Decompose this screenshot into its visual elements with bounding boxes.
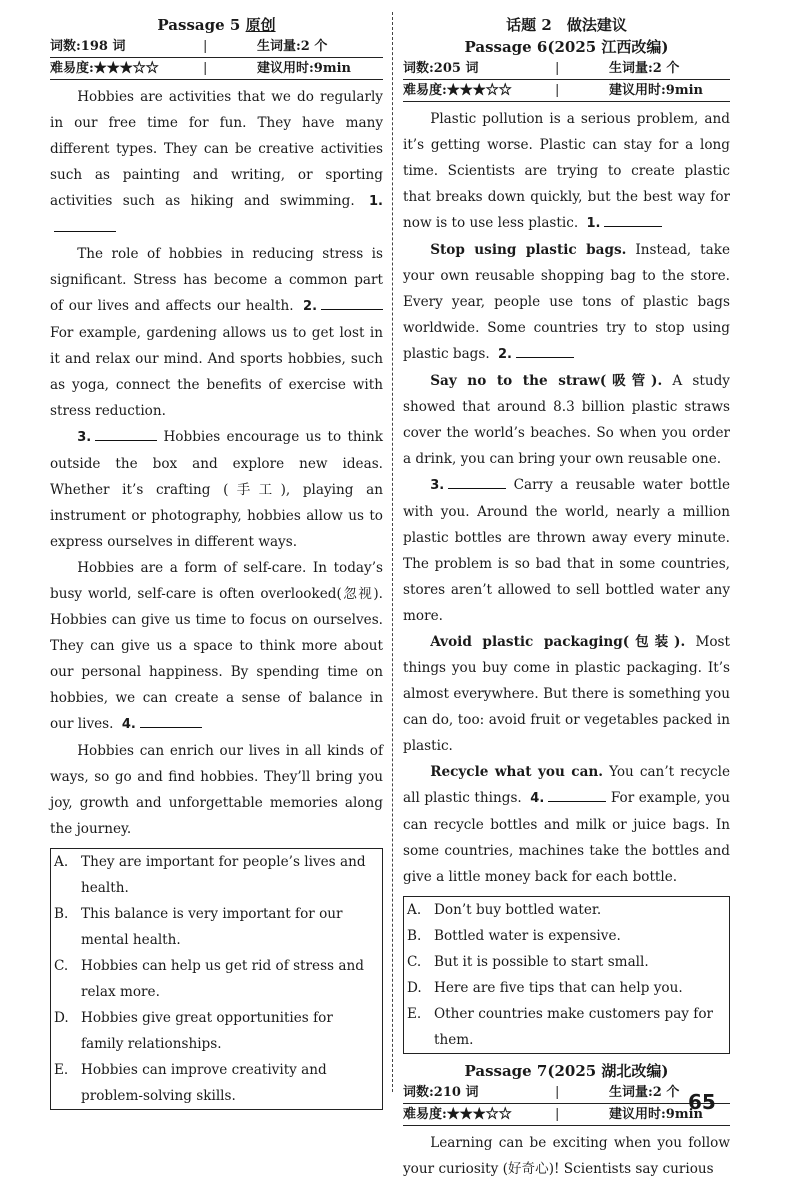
new-word-count: 生词量:2 个 bbox=[257, 39, 328, 54]
option-text: Hobbies can help us get rid of stress and relax more. bbox=[81, 958, 364, 1000]
option-text: But it is possible to start small. bbox=[434, 954, 649, 970]
blank-number: 1. bbox=[369, 194, 383, 209]
blank-number: 3. bbox=[77, 430, 92, 445]
blank-number: 1. bbox=[586, 216, 601, 231]
tip-heading: Stop using plastic bags. bbox=[430, 242, 627, 258]
passage-6-meta-row2 bbox=[403, 80, 730, 102]
paragraph-text: Learning can be exciting when you follow your curiosity (好奇心)! Scientists say curious bbox=[403, 1135, 730, 1177]
tip-heading-gloss: (包装). bbox=[622, 634, 686, 650]
answer-blank[interactable] bbox=[516, 343, 574, 358]
paragraph bbox=[403, 106, 730, 237]
difficulty-rating: 难易度:★★★☆☆ bbox=[50, 61, 159, 76]
paragraph bbox=[403, 472, 730, 629]
answer-blank[interactable] bbox=[604, 212, 662, 227]
options-box bbox=[50, 848, 383, 1110]
passage-5-meta-row1 bbox=[50, 36, 383, 58]
suggested-time: 建议用时:9min bbox=[257, 61, 351, 76]
option-b bbox=[51, 901, 382, 953]
column-divider bbox=[392, 12, 393, 1092]
paragraph-text: The role of hobbies in reducing stress is significant. Stress has become a common part of our lives and affects our health. bbox=[50, 246, 383, 314]
meta-separator: | bbox=[555, 1085, 560, 1100]
answer-blank[interactable] bbox=[95, 426, 157, 441]
option-text: Don’t buy bottled water. bbox=[434, 902, 602, 918]
passage-7-meta-row1 bbox=[403, 1082, 730, 1104]
tip-heading: Avoid plastic packaging bbox=[430, 634, 623, 650]
paragraph bbox=[50, 738, 383, 842]
paragraph bbox=[403, 368, 730, 472]
option-e bbox=[404, 1001, 729, 1053]
option-c bbox=[51, 953, 382, 1005]
answer-blank[interactable] bbox=[321, 295, 383, 310]
blank-number: 4. bbox=[530, 791, 545, 806]
paragraph-text: Plastic pollution is a serious problem, and it’s getting worse. Plastic can stay for a long time. Scientists are trying to create plastic that breaks down quickly, but the best way for now is to use less plastic. bbox=[403, 111, 730, 231]
paragraph-text: Hobbies are a form of self-care. In today’s busy world, self-care is often overlooked(忽视). Hobbies can give us time to focus on ourselves. They can give us a space to think more about our personal happiness. By spending time on hobbies, we can create a sense of balance in our lives. bbox=[50, 560, 383, 732]
word-count: 词数:210 词 bbox=[403, 1085, 479, 1100]
passage-6-meta-row1 bbox=[403, 58, 730, 80]
option-text: Here are five tips that can help you. bbox=[434, 980, 683, 996]
answer-blank[interactable] bbox=[140, 713, 202, 728]
option-b bbox=[404, 923, 729, 949]
option-letter: B. bbox=[54, 906, 69, 922]
suggested-time: 建议用时:9min bbox=[609, 1107, 703, 1122]
option-text: Hobbies can improve creativity and problem-solving skills. bbox=[81, 1062, 327, 1104]
option-letter: D. bbox=[54, 1010, 69, 1026]
option-text: Other countries make customers pay for them. bbox=[434, 1006, 714, 1048]
left-column bbox=[50, 14, 383, 1110]
paragraph bbox=[50, 84, 383, 241]
option-a bbox=[404, 897, 729, 923]
paragraph-text: Most things you buy come in plastic packaging. It’s almost everywhere. But there is something you can do, too: avoid fruit or vegetables packed in plastic. bbox=[403, 634, 730, 754]
answer-blank[interactable] bbox=[54, 217, 116, 232]
paragraph-text: Hobbies can enrich our lives in all kinds of ways, so go and find hobbies. They’ll bring you joy, growth and unforgettable memories along the journey. bbox=[50, 743, 383, 837]
paragraph bbox=[50, 555, 383, 738]
blank-number: 4. bbox=[121, 717, 136, 732]
paragraph-text: Carry a reusable water bottle with you. Around the world, nearly a million plastic bottles are thrown away every minute. The problem is so bad that in some countries, stores aren’t allowed to sell bottled water any more. bbox=[403, 477, 730, 624]
paragraph bbox=[403, 759, 730, 890]
paragraph-text: A study showed that around 8.3 billion plastic straws cover the world’s beaches. So when you order a drink, you can bring your own reusable one. bbox=[403, 373, 730, 467]
answer-blank[interactable] bbox=[448, 474, 506, 489]
paragraph-text: Hobbies are activities that we do regularly in our free time for fun. They have many different types. They can be creative activities such as painting and writing, or sporting activities such as hiking and swimming. bbox=[50, 89, 383, 209]
option-text: Bottled water is expensive. bbox=[434, 928, 621, 944]
passage-5-title bbox=[50, 14, 383, 36]
option-text: This balance is very important for our mental health. bbox=[81, 906, 343, 948]
answer-blank[interactable] bbox=[548, 787, 606, 802]
passage-7-title: Passage 7(2025 湖北改编) bbox=[464, 1062, 669, 1080]
option-d bbox=[51, 1005, 382, 1057]
option-c bbox=[404, 949, 729, 975]
blank-number: 2. bbox=[498, 347, 512, 362]
word-count: 词数:205 词 bbox=[403, 61, 479, 76]
paragraph-text: You can’t recycle all plastic things. bbox=[403, 764, 730, 806]
blank-number: 2. bbox=[303, 299, 318, 314]
option-letter: C. bbox=[54, 958, 69, 974]
paragraph bbox=[403, 237, 730, 368]
option-letter: B. bbox=[407, 928, 422, 944]
suggested-time: 建议用时:9min bbox=[609, 83, 703, 98]
meta-separator: | bbox=[555, 61, 560, 76]
difficulty-rating: 难易度:★★★☆☆ bbox=[403, 83, 512, 98]
tip-heading: Say no to the straw bbox=[430, 373, 600, 389]
passage-6-title: Passage 6(2025 江西改编) bbox=[464, 38, 669, 56]
topic-heading: 话题 2 做法建议 bbox=[506, 16, 627, 34]
paragraph-text: For example, gardening allows us to get lost in it and relax our mind. And sports hobbies, such as yoga, connect the benefits of exercise with stress reduction. bbox=[50, 325, 383, 419]
option-e bbox=[51, 1057, 382, 1109]
meta-separator: | bbox=[555, 83, 560, 98]
paragraph bbox=[403, 629, 730, 759]
blank-number: 3. bbox=[430, 478, 445, 493]
passage-5-name: Passage 5 bbox=[157, 16, 241, 34]
option-letter: A. bbox=[54, 854, 69, 870]
page-number: 65 bbox=[688, 1090, 716, 1114]
paragraph-text: Hobbies encourage us to think outside the box and explore new ideas. Whether it’s crafting (手工), playing an instrument or photography, hobbies allow us to express ourselves in different ways. bbox=[50, 429, 383, 550]
option-letter: A. bbox=[407, 902, 422, 918]
meta-separator: | bbox=[555, 1107, 560, 1122]
option-letter: D. bbox=[407, 980, 422, 996]
paragraph-text: Instead, take your own reusable shopping bag to the store. Every year, people use tons of plastic bags worldwide. Some countries try to stop using plastic bags. bbox=[403, 242, 731, 362]
paragraph-text: For example, you can recycle bottles and milk or juice bags. In some countries, machines take the bottles and give a little money back for each bottle. bbox=[403, 790, 731, 885]
paragraph bbox=[403, 1130, 730, 1182]
option-letter: E. bbox=[54, 1062, 69, 1078]
passage-5-tag: 原创 bbox=[245, 16, 276, 34]
meta-separator: | bbox=[203, 61, 208, 76]
tip-heading-gloss: (吸管). bbox=[599, 373, 663, 389]
paragraph bbox=[50, 241, 383, 424]
new-word-count: 生词量:2 个 bbox=[609, 1085, 680, 1100]
option-text: Hobbies give great opportunities for family relationships. bbox=[81, 1010, 333, 1052]
option-letter: E. bbox=[407, 1006, 422, 1022]
difficulty-rating: 难易度:★★★☆☆ bbox=[403, 1107, 512, 1122]
meta-separator: | bbox=[203, 39, 208, 54]
option-text: They are important for people’s lives and health. bbox=[81, 854, 366, 896]
options-box bbox=[403, 896, 730, 1054]
option-a bbox=[51, 849, 382, 901]
passage-7-meta-row2 bbox=[403, 1104, 730, 1126]
word-count: 词数:198 词 bbox=[50, 39, 126, 54]
paragraph bbox=[50, 424, 383, 555]
tip-heading: Recycle what you can. bbox=[430, 764, 603, 780]
passage-5-meta-row2 bbox=[50, 58, 383, 80]
option-letter: C. bbox=[407, 954, 422, 970]
option-d bbox=[404, 975, 729, 1001]
right-column bbox=[403, 14, 730, 1182]
new-word-count: 生词量:2 个 bbox=[609, 61, 680, 76]
